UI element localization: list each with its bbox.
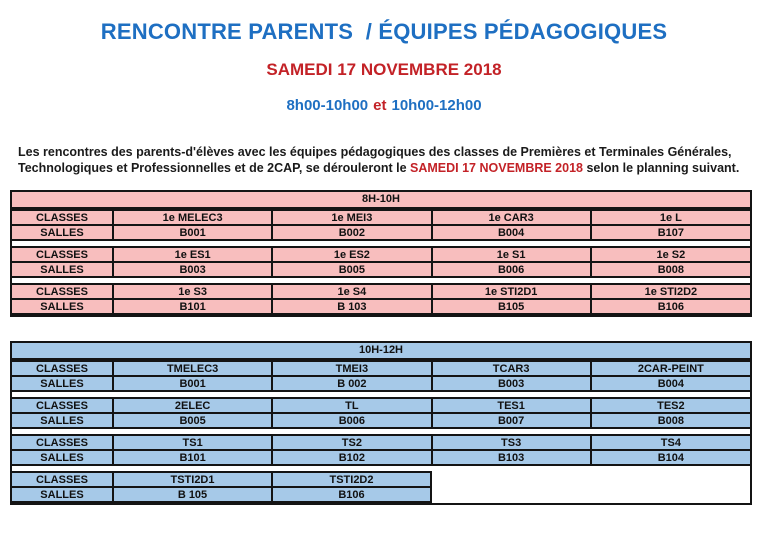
intro-text-start: Les rencontres des parents-d'élèves avec les équipes pédagogiques des classes de Premières et Terminales Générales, Technologiques et Professionnelles et de 2CAP, se dérouleront le (18, 145, 732, 175)
row-label-cell: SALLES (12, 413, 113, 428)
class-room-block (12, 360, 750, 392)
classes-row (12, 398, 750, 413)
room-number-cell: B 002 (272, 376, 431, 391)
class-name-cell: TCAR3 (432, 361, 591, 376)
table-period-header: 10H-12H (12, 343, 750, 360)
room-number-cell: B107 (591, 225, 750, 240)
date-heading: SAMEDI 17 NOVEMBRE 2018 (266, 60, 502, 79)
room-number-cell: B106 (272, 487, 431, 502)
class-name-cell: 1e S1 (432, 247, 591, 262)
row-label-cell: CLASSES (12, 435, 113, 450)
class-name-cell: TL (272, 398, 431, 413)
time-separator: et (373, 97, 387, 114)
row-label-cell: SALLES (12, 450, 113, 465)
room-number-cell: B004 (591, 376, 750, 391)
room-number-cell: B007 (432, 413, 591, 428)
room-number-cell: B101 (113, 299, 272, 314)
class-room-block (12, 246, 750, 278)
intro-paragraph (18, 144, 752, 176)
classes-row (12, 435, 750, 450)
class-name-cell: 1e STI2D2 (591, 284, 750, 299)
row-label-cell: CLASSES (12, 210, 113, 225)
class-name-cell: 1e S2 (591, 247, 750, 262)
class-name-cell: 1e S3 (113, 284, 272, 299)
salles-row (12, 299, 750, 314)
class-room-block (12, 471, 432, 503)
row-label-cell: SALLES (12, 299, 113, 314)
classes-row (12, 361, 750, 376)
class-name-cell: TS4 (591, 435, 750, 450)
class-room-block (12, 209, 750, 241)
schedule-tables (0, 190, 768, 505)
class-name-cell: TES2 (591, 398, 750, 413)
salles-row (12, 450, 750, 465)
class-room-block (12, 397, 750, 429)
table-period-header: 8H-10H (12, 192, 750, 209)
room-number-cell: B106 (591, 299, 750, 314)
room-number-cell: B001 (113, 376, 272, 391)
time-range-afternoon: 10h00-12h00 (391, 97, 482, 114)
salles-row (12, 262, 750, 277)
classes-row (12, 284, 750, 299)
class-name-cell: 2CAR-PEINT (591, 361, 750, 376)
room-number-cell: B006 (272, 413, 431, 428)
class-room-block (12, 434, 750, 466)
class-name-cell: 1e L (591, 210, 750, 225)
row-label-cell: SALLES (12, 487, 113, 502)
intro-date-highlight: SAMEDI 17 NOVEMBRE 2018 (410, 161, 583, 175)
room-number-cell: B 105 (113, 487, 272, 502)
class-name-cell: TMEI3 (272, 361, 431, 376)
row-label-cell: CLASSES (12, 247, 113, 262)
room-number-cell: B002 (272, 225, 431, 240)
classes-row (12, 210, 750, 225)
schedule-table-afternoon (10, 341, 752, 505)
class-name-cell: 1e S4 (272, 284, 431, 299)
salles-row (12, 225, 750, 240)
time-range-morning: 8h00-10h00 (286, 97, 369, 114)
room-number-cell: B101 (113, 450, 272, 465)
class-name-cell: 1e CAR3 (432, 210, 591, 225)
document-page (0, 19, 768, 505)
class-name-cell: 1e ES2 (272, 247, 431, 262)
row-label-cell: SALLES (12, 262, 113, 277)
room-number-cell: B008 (591, 413, 750, 428)
page-title: RENCONTRE PARENTS / ÉQUIPES PÉDAGOGIQUES (100, 19, 668, 44)
room-number-cell: B004 (432, 225, 591, 240)
class-name-cell: 1e ES1 (113, 247, 272, 262)
room-number-cell: B006 (432, 262, 591, 277)
room-number-cell: B005 (272, 262, 431, 277)
row-label-cell: CLASSES (12, 472, 113, 487)
row-label-cell: CLASSES (12, 361, 113, 376)
intro-text-end: selon le planning suivant. (586, 161, 740, 175)
room-number-cell: B005 (113, 413, 272, 428)
salles-row (12, 376, 750, 391)
class-name-cell: TS3 (432, 435, 591, 450)
room-number-cell: B105 (432, 299, 591, 314)
schedule-table-morning (10, 190, 752, 317)
room-number-cell: B008 (591, 262, 750, 277)
class-name-cell: TMELEC3 (113, 361, 272, 376)
class-name-cell: TSTI2D1 (113, 472, 272, 487)
class-name-cell: 2ELEC (113, 398, 272, 413)
class-room-block (12, 283, 750, 315)
room-number-cell: B103 (432, 450, 591, 465)
row-label-cell: SALLES (12, 376, 113, 391)
class-name-cell: TS1 (113, 435, 272, 450)
salles-row (12, 487, 431, 502)
room-number-cell: B003 (432, 376, 591, 391)
room-number-cell: B003 (113, 262, 272, 277)
class-name-cell: TS2 (272, 435, 431, 450)
room-number-cell: B104 (591, 450, 750, 465)
class-name-cell: 1e STI2D1 (432, 284, 591, 299)
class-name-cell: 1e MEI3 (272, 210, 431, 225)
room-number-cell: B001 (113, 225, 272, 240)
class-name-cell: 1e MELEC3 (113, 210, 272, 225)
row-label-cell: CLASSES (12, 398, 113, 413)
classes-row (12, 247, 750, 262)
salles-row (12, 413, 750, 428)
row-label-cell: CLASSES (12, 284, 113, 299)
times-heading (0, 97, 768, 114)
class-name-cell: TES1 (432, 398, 591, 413)
classes-row (12, 472, 431, 487)
row-label-cell: SALLES (12, 225, 113, 240)
class-name-cell: TSTI2D2 (272, 472, 431, 487)
room-number-cell: B 103 (272, 299, 431, 314)
room-number-cell: B102 (272, 450, 431, 465)
